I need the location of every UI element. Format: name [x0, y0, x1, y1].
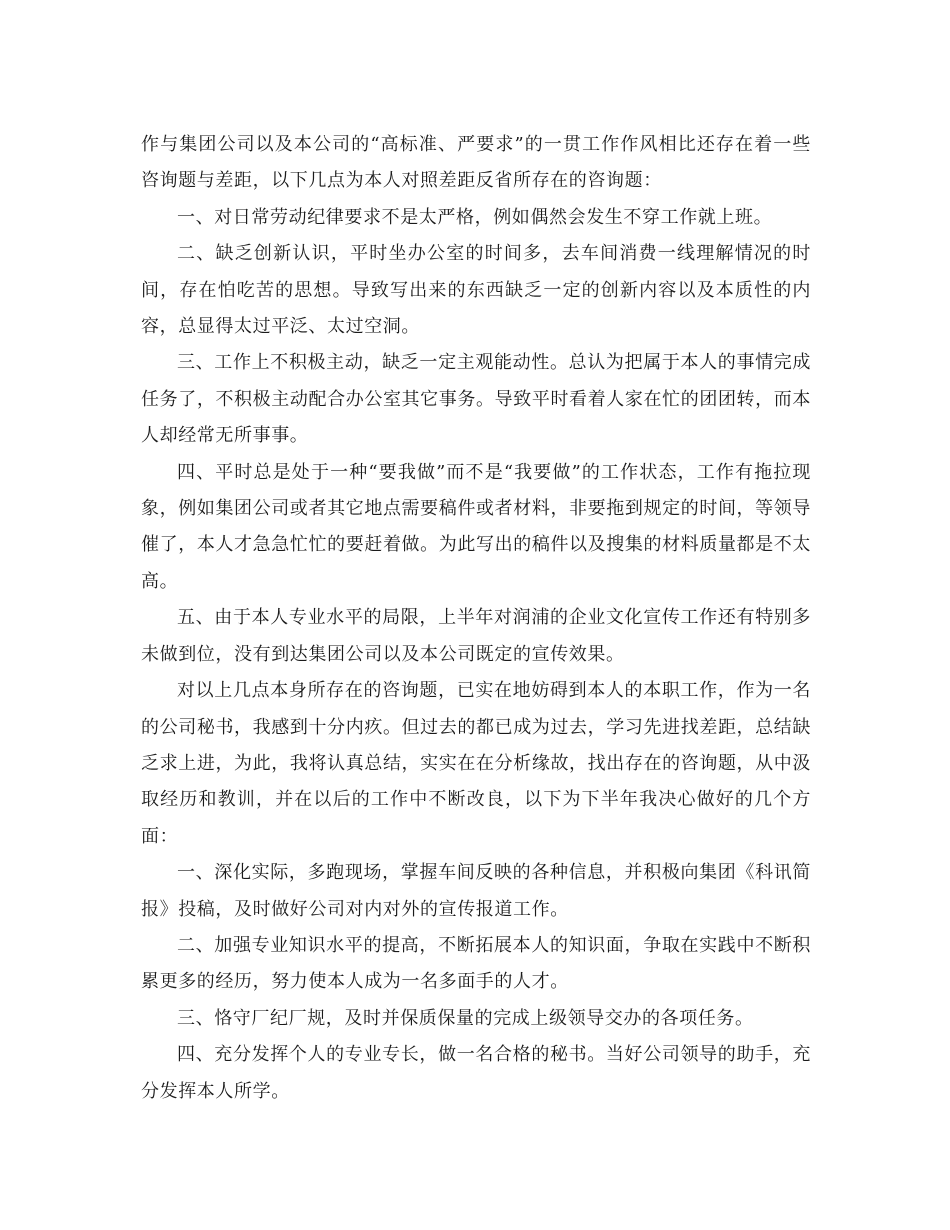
paragraph-continuation: 作与集团公司以及本公司的“高标准、严要求”的一贯工作作风相比还存在着一些咨询题与差距，以下几点为本人对照差距反省所存在的咨询题： — [141, 134, 811, 192]
paragraph-reflection: 对以上几点本身所存在的咨询题，已实在地妨碍到本人的本职工作，作为一名的公司秘书，我感到十分内疚。但过去的都已成为过去，学习先进找差距，总结缺乏求上进，为此，我将认真总结，实实在在分析缘故，找出存在的咨询题，从中汲取经历和教训，并在以后的工作中不断改良，以下为下半年我决心做好的几个方面： — [141, 680, 811, 847]
paragraph-issue-2: 二、缺乏创新认识，平时坐办公室的时间多，去车间消费一线理解情况的时间，存在怕吃苦的思想。导致写出来的东西缺乏一定的创新内容以及本质性的内容，总显得太过平泛、太过空洞。 — [141, 243, 811, 338]
paragraph-plan-2: 二、加强专业知识水平的提高，不断拓展本人的知识面，争取在实践中不断积累更多的经历，努力使本人成为一名多面手的人才。 — [141, 934, 811, 993]
document-body — [141, 127, 811, 1110]
paragraph-plan-3: 三、恪守厂纪厂规，及时并保质保量的完成上级领导交办的各项任务。 — [177, 1007, 754, 1029]
paragraph-plan-4: 四、充分发挥个人的专业专长，做一名合格的秘书。当好公司领导的助手，充分发挥本人所学。 — [141, 1044, 811, 1102]
paragraph-issue-3: 三、工作上不积极主动，缺乏一定主观能动性。总认为把属于本人的事情完成任务了，不积极主动配合办公室其它事务。导致平时看着人家在忙的团团转，而本人却经常无所事事。 — [141, 352, 811, 447]
paragraph-issue-5: 五、由于本人专业水平的局限，上半年对润浦的企业文化宣传工作还有特别多未做到位，没有到达集团公司以及本公司既定的宣传效果。 — [141, 607, 811, 665]
paragraph-plan-1: 一、深化实际，多跑现场，掌握车间反映的各种信息，并积极向集团《科讯简报》投稿，及时做好公司对内对外的宣传报道工作。 — [141, 862, 811, 920]
paragraph-issue-1: 一、对日常劳动纪律要求不是太严格，例如偶然会发生不穿工作就上班。 — [177, 206, 773, 228]
paragraph-issue-4: 四、平时总是处于一种“要我做”而不是“我要做”的工作状态，工作有拖拉现象，例如集团公司或者其它地点需要稿件或者材料，非要拖到规定的时间，等领导催了，本人才急急忙忙的要赶着做。为此写出的稿件以及搜集的材料质量都是不太高。 — [141, 461, 811, 592]
